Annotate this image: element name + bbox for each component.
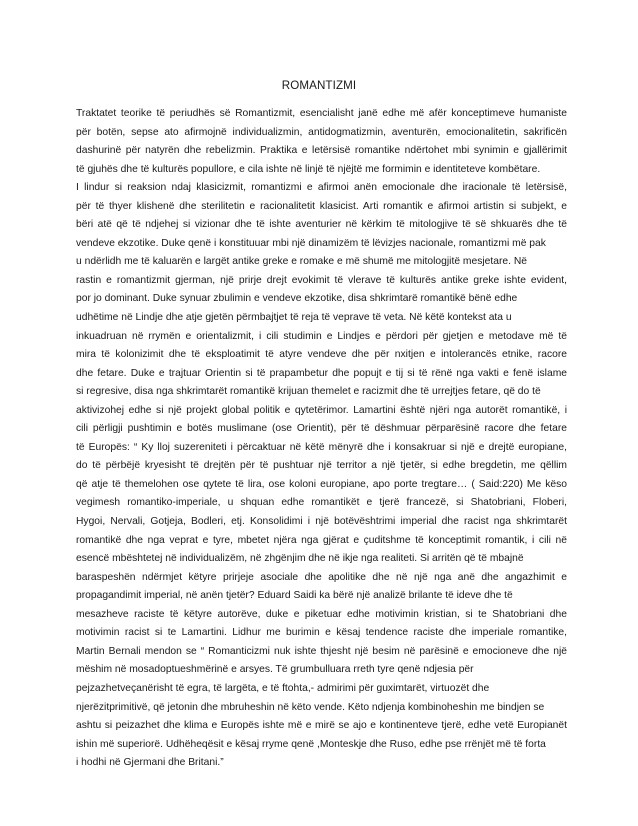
paragraph-line: rastin e romantizmit gjerman, një prirje drejt evokimit të vlerave të kulturës antike greke ishte evident,: [76, 274, 567, 286]
paragraph-line: Hygoi, Nervali, Gotjeja, Bodleri, etj. Konsolidimi i një botëvështrimi imperial dhe racist nga shkrimtarët: [76, 516, 567, 528]
document-body: [76, 105, 567, 773]
paragraph-line: por jo dominant. Duke synuar zbulimin e vendeve ekzotike, disa shkrimtarë romantikë bënë edhe: [76, 293, 518, 305]
paragraph-line: të gjuhës dhe të kulturës popullore, e cila ishte në linjë të njëjtë me formimin e identiteteve kombëtare.: [76, 163, 541, 175]
paragraph-line: për të thyer klishenë dhe sterilitetin e racionalitetit klasicist. Arti romantik e afirmoi artistin si subjekt, e: [76, 200, 567, 212]
paragraph-line: udhëtime në Lindje dhe atje gjetën përmbajtjet të reja të veprave të veta. Në këtë kontekst ata u: [76, 312, 512, 324]
paragraph-line: cili përligji pushtimin e botës muslimane (ose Orientit), për të dëshmuar përparësinë racore dhe fetare: [76, 423, 567, 435]
paragraph-line: dhe fetare. Duke e trajtuar Orientin si të prapambetur dhe popujt e tij si të rënë nga vakti e fenë islame: [76, 367, 567, 379]
paragraph-line: propagandimit imperial, në anën tjetër? Eduard Saidi ka bërë një analizë brilante të ideve dhe të: [76, 590, 513, 602]
paragraph-line: motivimin racist si te Lamartini. Lidhur me burimin e kësaj tendence raciste dhe imperiale romantike,: [76, 627, 567, 639]
paragraph-line: esencë mbështetej në individualizëm, në zhgënjim dhe në ikje nga realiteti. Si arritën që të mbajnë: [76, 553, 524, 565]
paragraph-line: aktivizohej edhe si një projekt global politik e qytetërimor. Lamartini është njëri nga autorët romantikë, i: [76, 404, 567, 416]
document-title: ROMANTIZMI: [281, 79, 357, 92]
paragraph-line: romantikë dhe nga veprat e tyre, mbetet njëra nga gjërat e çuditshme të konceptimit romantik, i cili në: [76, 534, 567, 546]
paragraph-line: mesazheve raciste të këtyre autorëve, duke e piketuar edhe motivimin kristian, si te Shatobriani dhe: [76, 608, 567, 620]
paragraph-line: I lindur si reaksion ndaj klasicizmit, romantizmi e afirmoi anën emocionale dhe iracionale të letërsisë,: [76, 182, 567, 194]
paragraph-line: ishin më superiorë. Udhëheqësit e kësaj rryme qenë ,Monteskje dhe Ruso, edhe pse rrënjët më të forta: [76, 738, 546, 750]
paragraph-line: të Europës: “ Ky lloj suzereniteti i përcaktuar në këtë mënyrë dhe i konsakruar si një e drejtë europiane,: [76, 441, 567, 453]
paragraph-line: mira të kolonizimit dhe të eksploatimit të atyre vendeve dhe për nxitjen e intolerancës etnike, racore: [76, 349, 567, 361]
paragraph-line: u ndërlidh me të kaluarën e largët antike greke e romake e më shumë me mitologjitë mesjetare. Në: [76, 256, 527, 268]
paragraph-line: pejzazhetveçanërisht të egra, të largëta, e të ftohta,- admirimi për guximtarët, virtuozët dhe: [76, 682, 490, 694]
paragraph-line: ashtu si peizazhet dhe klima e Europës ishte më e mirë se ajo e kontinenteve tjerë, edhe vetë Europianët: [76, 720, 567, 732]
paragraph-line: për botën, sepse ato afirmojnë individualizmin, antidogmatizmin, aventurën, emocionalitetin, sakrificën: [76, 126, 567, 138]
paragraph-line: Traktatet teorike të periudhës së Romantizmit, esencialisht janë edhe më afër konceptimeve humaniste: [76, 108, 567, 119]
paragraph-line: bëri atë që të ndjehej si vizionar dhe të ishte aventurier në kërkim të mitologjive të së shkuarës dhe të: [76, 219, 567, 231]
paragraph-line: njerëzitprimitivë, që jetonin dhe mbruheshin në këto vende. Këto ndjenja kombinoheshin me bindjen se: [76, 701, 545, 713]
paragraph-line: që atje të themelohen ose qytete të lira, ose koloni europiane, apo porte tregtare… ( Said:220) Me këso: [76, 478, 567, 490]
paragraph-line: do të përbëjë kryesisht të drejtën për të pushtuar një territor a një tjetër, si edhe bregdetin, me qëllim: [76, 460, 567, 472]
paragraph-line: inkuadruan në rrymën e orientalizmit, i cili studimin e Lindjes e përdori për gjetjen e metodave më të: [76, 330, 567, 342]
paragraph-line: vegimesh romantiko-imperiale, u shquan edhe romantikët e tjerë francezë, si Shatobriani, Floberi,: [76, 497, 567, 509]
paragraph-line: Martin Bernali mendon se “ Romanticizmi nuk ishte thjesht një besim në parësinë e emocioneve dhe një: [76, 645, 567, 657]
paragraph-line: baraspeshën ndërmjet këtyre prirjeje asociale dhe apolitike dhe në një nga anë dhe angazhimit e: [76, 571, 567, 583]
paragraph-line: mëshim në mosadoptueshmërinë e arsyes. Të grumbulluara rreth tyre qenë ndjesia për: [76, 664, 474, 676]
paragraph-line: i hodhi në Gjermani dhe Britani.”: [76, 757, 224, 769]
paragraph-line: dashurinë për natyrën dhe rebelizmin. Praktika e letërsisë romantike ndërtohet mbi synimin e gjallërimit: [76, 145, 567, 157]
paragraph-line: vendeve ekzotike. Duke qenë i konstituuar mbi një dinamizëm të lëvizjes nacionale, romantizmi më pak: [76, 237, 546, 249]
paragraph-line: si regresive, disa nga shkrimtarët romantikë krijuan themelet e racizmit dhe të urrejtjes fetare, që do të: [76, 386, 541, 398]
